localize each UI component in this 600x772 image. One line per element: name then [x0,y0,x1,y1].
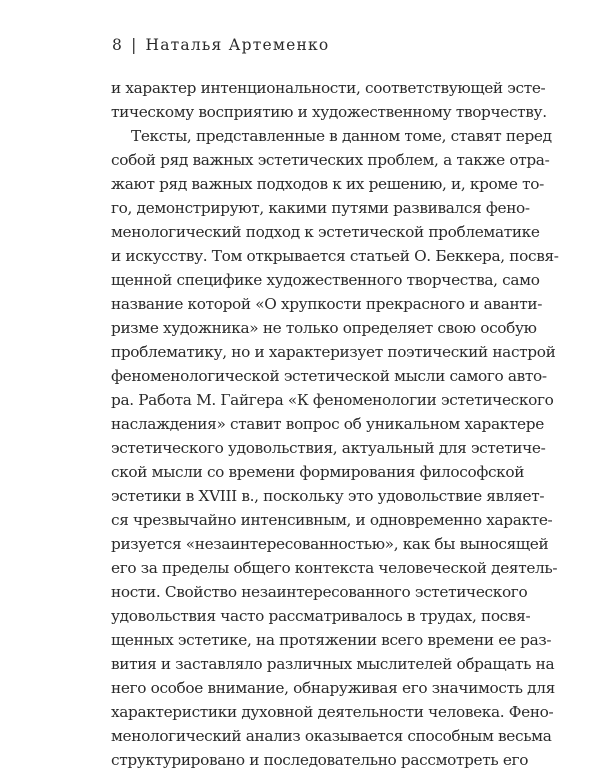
text-line: характеристики духовной деятельности человека. Фено- [111,703,554,721]
page-number: 8 [112,36,124,54]
text-line: ризме художника» не только определяет свою особую [111,319,537,337]
text-line: эстетики в XVIII в., поскольку это удовольствие являет- [111,487,545,505]
text-line: Тексты, представленные в данном томе, ставят перед [131,127,552,145]
text-line: проблематику, но и характеризует поэтический настрой [111,343,556,361]
text-line: ра. Работа М. Гайгера «К феноменологии эстетического [111,391,554,409]
text-line: ности. Свойство незаинтересованного эстетического [111,583,528,601]
text-line: щенных эстетике, на протяжении всего времени ее раз- [111,631,552,649]
text-line: собой ряд важных эстетических проблем, а также отра- [111,151,550,169]
author-name: Наталья Артеменко [145,36,330,54]
text-line: ской мысли со времени формирования философской [111,463,525,481]
text-line: структурировано и последовательно рассмотреть его [111,751,529,769]
text-line: щенной специфике художественного творчества, само [111,271,540,289]
text-line: вития и заставляло различных мыслителей обращать на [111,655,555,673]
text-line: го, демонстрируют, какими путями развивался фено- [111,199,530,217]
text-line: наслаждения» ставит вопрос об уникальном характере [111,415,544,433]
header-separator: | [131,36,138,54]
text-line: менологический подход к эстетической проблематике [111,223,540,241]
text-line: и искусству. Том открывается статьей О. Беккера, посвя- [111,247,559,265]
text-line: него особое внимание, обнаруживая его значимость для [111,679,555,697]
text-line: название которой «О хрупкости прекрасного и аванти- [111,295,543,313]
text-line: ризуется «незаинтересованностью», как бы выносящей [111,535,549,553]
text-line: тическому восприятию и художественному творчеству. [111,103,547,121]
text-line: удовольствия часто рассматривалось в трудах, посвя- [111,607,531,625]
text-line: менологический анализ оказывается способным весьма [111,727,552,745]
text-line: его за пределы общего контекста человеческой деятель- [111,559,558,577]
text-line: эстетического удовольствия, актуальный для эстетиче- [111,439,546,457]
text-line: жают ряд важных подходов к их решению, и, кроме то- [111,175,544,193]
text-line: и характер интенциональности, соответствующей эсте- [111,79,546,97]
running-head [112,36,329,54]
text-line: ся чрезвычайно интенсивным, и одновременно характе- [111,511,553,529]
text-line: феноменологической эстетической мысли самого авто- [111,367,547,385]
body-text [111,76,559,772]
